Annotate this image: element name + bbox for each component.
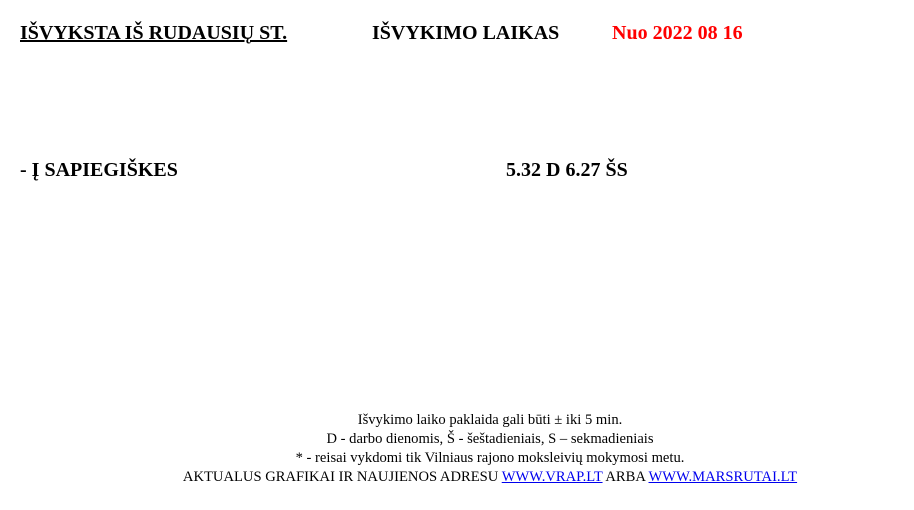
vrap-link[interactable]: WWW.VRAP.LT: [501, 469, 603, 485]
valid-from-date: Nuo 2022 08 16: [612, 22, 743, 44]
note-info-line: [140, 468, 840, 487]
departure-time-heading: IŠVYKIMO LAIKAS: [372, 22, 560, 44]
route-row: [0, 159, 914, 187]
note-day-legend: D - darbo dienomis, Š - šeštadieniais, S – sekmadieniais: [326, 431, 654, 447]
route-departure-times: 5.32 D 6.27 ŠS: [506, 159, 628, 181]
info-connector: ARBA: [602, 469, 649, 485]
footer-notes: [140, 411, 840, 487]
note-asterisk: * - reisai vykdomi tik Vilniaus rajono moksleivių mokymosi metu.: [295, 450, 685, 466]
info-prefix: AKTUALUS GRAFIKAI IR NAUJIENOS ADRESU: [182, 469, 502, 485]
route-destination: - Į SAPIEGIŠKES: [20, 159, 178, 181]
departure-stop-title: IŠVYKSTA IŠ RUDAUSIŲ ST.: [20, 22, 288, 44]
note-tolerance: Išvykimo laiko paklaida gali būti ± iki 5 min.: [357, 412, 623, 428]
schedule-header: [0, 22, 914, 50]
marsrutai-link[interactable]: WWW.MARSRUTAI.LT: [648, 469, 798, 485]
